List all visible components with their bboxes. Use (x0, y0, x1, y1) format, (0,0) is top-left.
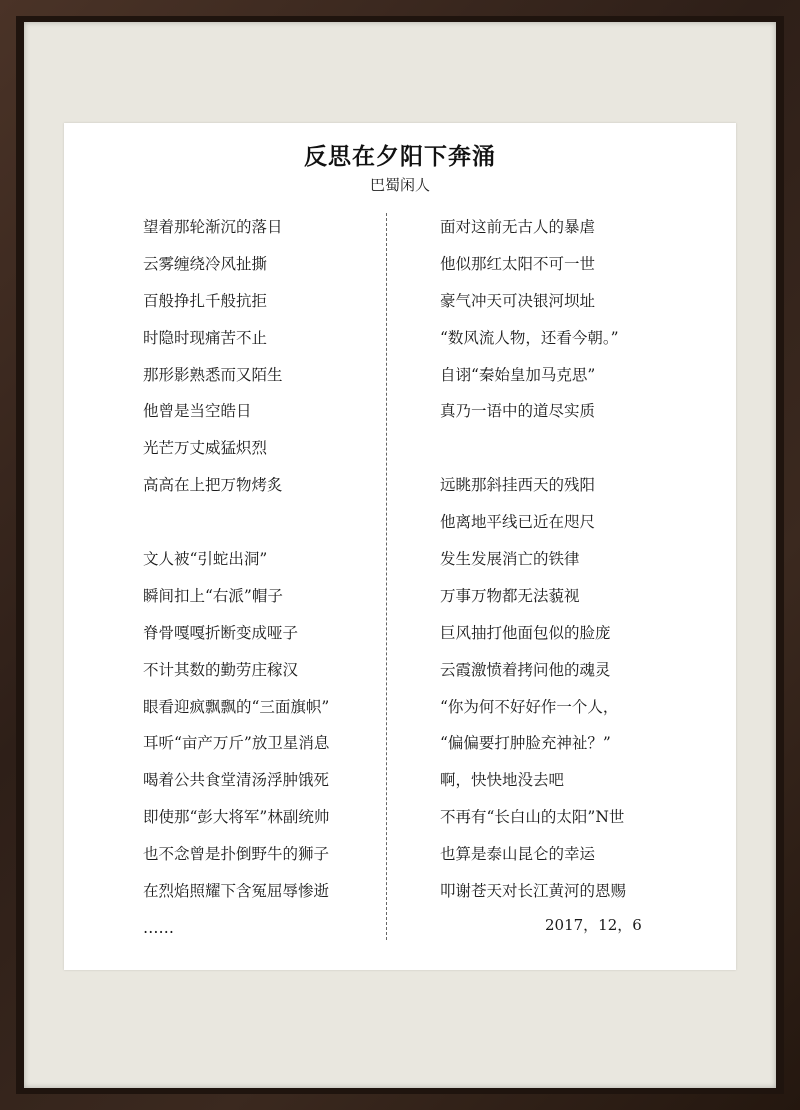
poem-line: 喝着公共食堂清汤浮肿饿死 (143, 771, 330, 790)
poem-line: 也算是泰山昆仑的幸运 (440, 845, 596, 864)
poem-line: 云霞激愤着拷问他的魂灵 (440, 660, 611, 679)
poem-line: 巨风抽打他面包似的脸庞 (440, 623, 611, 642)
poem-line: 眼看迎疯飘飘的“三面旗帜” (143, 697, 330, 716)
poem-line: 百般挣扎千般抗拒 (143, 291, 268, 310)
poem-line: “数风流人物，还看今朝。” (440, 328, 619, 347)
poem-date: 2017，12，6 (545, 916, 642, 934)
poem-line: 万事万物都无法藐视 (440, 586, 580, 605)
poem-line: 豪气冲天可决银河坝址 (440, 291, 596, 310)
poem-line: 时隐时现痛苦不止 (143, 328, 268, 347)
poem-left-column (143, 213, 329, 951)
poem-line: 脊骨嘎嘎折断变成哑子 (143, 623, 299, 642)
poem-line: 自诩“秦始皇加马克思” (440, 365, 596, 384)
poem-line: 即使那“彭大将军”林副统帅 (143, 808, 330, 827)
poem-title: 反思在夕阳下奔涌 (304, 143, 496, 170)
poem-line: 他似那红太阳不可一世 (440, 254, 596, 273)
poem-line: 瞬间扣上“右派”帽子 (143, 586, 283, 605)
column-divider (386, 213, 387, 940)
poem-line: 真乃一语中的道尽实质 (440, 402, 596, 421)
poem-author: 巴蜀闲人 (369, 176, 430, 194)
poem-line: 他曾是当空皓日 (143, 402, 252, 421)
poem-line: 光芒万丈威猛炽烈 (143, 439, 268, 458)
poem-line: 高高在上把万物烤炙 (143, 476, 283, 495)
poem-line: 面对这前无古人的暴虐 (440, 218, 596, 236)
poem-line (143, 508, 329, 545)
poem-line: …… (143, 918, 174, 937)
poem-line: 啊，快快地没去吧 (440, 771, 565, 790)
poem-line: 耳听“亩产万斤”放卫星消息 (143, 734, 330, 753)
poem-line: 在烈焰照耀下含冤屈辱惨逝 (143, 882, 330, 901)
poem-line: 他离地平线已近在咫尺 (440, 513, 596, 532)
poem-right-column (440, 213, 626, 914)
poem-line: 云雾缠绕冷风扯撕 (143, 254, 268, 273)
poem-line (440, 434, 626, 471)
poem-line: 不计其数的勤劳庄稼汉 (143, 660, 299, 679)
poem-line: 发生发展消亡的铁律 (440, 550, 580, 569)
poem-line: 叩谢苍天对长江黄河的恩赐 (440, 882, 627, 901)
poem-line: 那形影熟悉而又陌生 (143, 365, 283, 384)
poem-line: “偏偏要打肿脸充神祉？” (440, 734, 611, 753)
poem-line: 也不念曾是扑倒野牛的狮子 (143, 845, 330, 864)
poem-line: 文人被“引蛇出洞” (143, 550, 268, 569)
poem-line: 望着那轮渐沉的落日 (143, 218, 283, 236)
poem-line: 不再有“长白山的太阳”N世 (440, 808, 625, 827)
poem-line: 远眺那斜挂西天的残阳 (440, 476, 596, 495)
poem-line: “你为何不好好作一个人， (440, 697, 619, 716)
